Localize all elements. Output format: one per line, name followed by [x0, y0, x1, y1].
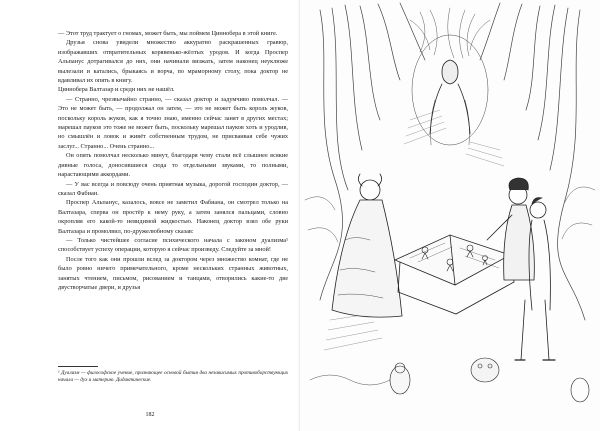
paragraph: Друзья снова увидели множество аккуратно раскрашенных гравюр, изображавших отвратительных корявенько-жёлтых уродов. И когда Проспер Альпанус дотрагивался до них, они начинали визжать, затем наконец неуклюже вылезали и катались, брыкаясь и ворча, по мраморному столу, пока доктор не вдавливал их опять в книгу. [58, 39, 288, 85]
doctor-figure [332, 174, 402, 317]
paragraph: — Странно, чрезвычайно странно, — сказал доктор и задумчиво помолчал. — Это не может быть, — продолжал он затем, — это не может быть король жуков, поскольку король жуков, как я точно знаю, именно сейчас занят в других местах; марешал пауков это тоже не может быть, поскольку марешал пауков хоть и уродлив, но смышлён и ловок и живёт собственным трудом, не присваивая себе чужих заслуг... Странно... Очень странно... [58, 95, 288, 150]
standing-figures [487, 178, 555, 360]
ink-illustration [300, 0, 600, 431]
paragraph: — У вас всегда и повсюду очень приятная музыка, дорогой господин доктор, — сказал Фабиан. [58, 180, 288, 197]
paragraph: Он опять помолчал несколько минут, благодаря чему стали всё слышнее всякие дивные голоса, доносившиеся сюда то отдельными звуками, то полными, нарастающими аккордами. [58, 152, 288, 179]
right-page [300, 0, 600, 431]
floor-creatures [310, 358, 589, 402]
paragraph: Проспер Альпанус, казалось, вовсе не заметил Фабиана, он смотрел только на Валтазара, сперва он простёр к нему руку, а затем занялся пальцами, словно окропляя его какой-то невидимой жидкостью. Наконец доктор взял обе руки Валтазара и промолвил, по-дружелюбному сказав: [58, 199, 288, 235]
open-book [395, 235, 514, 314]
body-text [58, 29, 288, 292]
footnote-rule [58, 366, 98, 367]
paragraph: — Только чистейшее согласие психического начала с законом дуализма¹ способствует успеху операции, которую я сейчас произведу. Следуйте за мной! [58, 236, 288, 254]
ghost-figure [412, 35, 488, 145]
paragraph: — Этот труд трактует о гномах, может быть, мы поймем Циннобера в этой книге. [58, 30, 278, 37]
page-number: 182 [145, 412, 155, 418]
paragraph: После того как они прошли вслед за доктором через множество комнат, где не было ровно ничего примечательного, кроме нескольких странных животных, занятых чтением, письмом, рисованием и танцами, отворились какие-то две двустворчатые двери, и друзья [58, 255, 288, 291]
foliage [305, 8, 595, 242]
footnote: ¹ Дуализм — философское учение, признающее основой бытия два независимых противоборствующих начала — дух и материю. Дидактические. [58, 370, 288, 384]
paragraph: Циннобера Валтазар и среди них не нашёл. [58, 86, 175, 94]
